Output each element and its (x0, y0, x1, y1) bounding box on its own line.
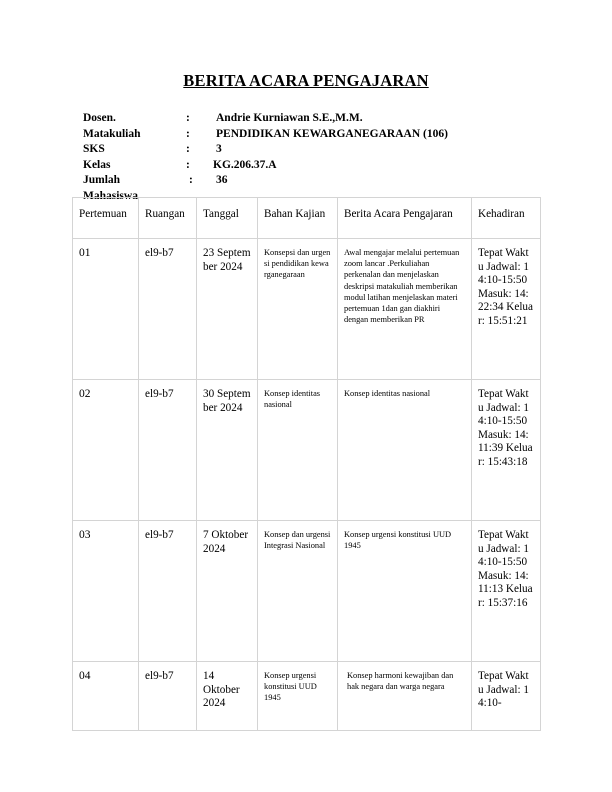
cell-berita-acara: Konsep urgensi konstitusi UUD 1945 (338, 521, 472, 662)
cell-pertemuan: 01 (73, 239, 139, 380)
info-colon: : (186, 158, 190, 171)
cell-ruangan: el9-b7 (139, 239, 197, 380)
cell-tanggal: 30 September 2024 (197, 380, 258, 521)
info-label: Dosen. (83, 112, 116, 124)
cell-ruangan: el9-b7 (139, 662, 197, 731)
cell-pertemuan: 04 (73, 662, 139, 731)
table-row (73, 380, 541, 521)
cell-berita-acara: Awal mengajar melalui pertemuan zoom lancar .Perkuliahan perkenalan dan menjelaskan deskripsi matakuliah memberikan modul latihan menjelaskan materi pertemuan 1dan gan diakhiri dengan memberikan PR (338, 239, 472, 380)
info-colon: : (186, 143, 190, 155)
header-bahan-kajian: Bahan Kajian (258, 198, 338, 239)
cell-kehadiran: Tepat Waktu Jadwal: 14:10-15:50 Masuk: 14:22:34 Keluar: 15:51:21 (472, 239, 541, 380)
info-colon: : (186, 127, 190, 140)
table-row (73, 521, 541, 662)
header-berita-acara: Berita Acara Pengajaran (338, 198, 472, 239)
cell-kehadiran: Tepat Waktu Jadwal: 14:10-15:50 Masuk: 14:11:13 Keluar: 15:37:16 (472, 521, 541, 662)
document-title: BERITA ACARA PENGAJARAN (183, 71, 429, 90)
info-colon: : (189, 174, 193, 186)
cell-kehadiran: Tepat Waktu Jadwal: 14:10-15:50 Masuk: 14:11:39 Keluar: 15:43:18 (472, 380, 541, 521)
cell-pertemuan: 02 (73, 380, 139, 521)
table-row (73, 239, 541, 380)
header-tanggal: Tanggal (197, 198, 258, 239)
info-label: SKS (83, 143, 105, 155)
cell-tanggal: 23 September 2024 (197, 239, 258, 380)
info-value: KG.206.37.A (213, 158, 277, 171)
info-value: Andrie Kurniawan S.E.,M.M. (216, 112, 363, 124)
cell-bahan-kajian: Konsep identitas nasional (258, 380, 338, 521)
cell-ruangan: el9-b7 (139, 380, 197, 521)
cell-berita-acara: Konsep harmoni kewajiban dan hak negara dan warga negara (338, 662, 472, 731)
info-value: PENDIDIKAN KEWARGANEGARAAN (106) (216, 127, 448, 140)
table-header-row (73, 198, 541, 239)
cell-tanggal: 14 Oktober 2024 (197, 662, 258, 731)
cell-bahan-kajian: Konsepsi dan urgensi pendidikan kewarganegaraan (258, 239, 338, 380)
table-row (73, 662, 541, 731)
cell-bahan-kajian: Konsep urgensi konstitusi UUD 1945 (258, 662, 338, 731)
info-label: Jumlah Mahasiswa (83, 174, 138, 202)
info-value: 3 (216, 143, 222, 155)
cell-ruangan: el9-b7 (139, 521, 197, 662)
header-ruangan: Ruangan (139, 198, 197, 239)
attendance-table (72, 197, 541, 731)
header-kehadiran: Kehadiran (472, 198, 541, 239)
info-label: Kelas (83, 158, 111, 171)
cell-tanggal: 7 Oktober 2024 (197, 521, 258, 662)
header-pertemuan: Pertemuan (73, 198, 139, 239)
info-label: Matakuliah (83, 127, 141, 140)
cell-bahan-kajian: Konsep dan urgensi Integrasi Nasional (258, 521, 338, 662)
cell-kehadiran: Tepat Waktu Jadwal: 14:10- (472, 662, 541, 731)
cell-berita-acara: Konsep identitas nasional (338, 380, 472, 521)
cell-pertemuan: 03 (73, 521, 139, 662)
info-value: 36 (216, 174, 228, 186)
info-colon: : (186, 112, 190, 124)
